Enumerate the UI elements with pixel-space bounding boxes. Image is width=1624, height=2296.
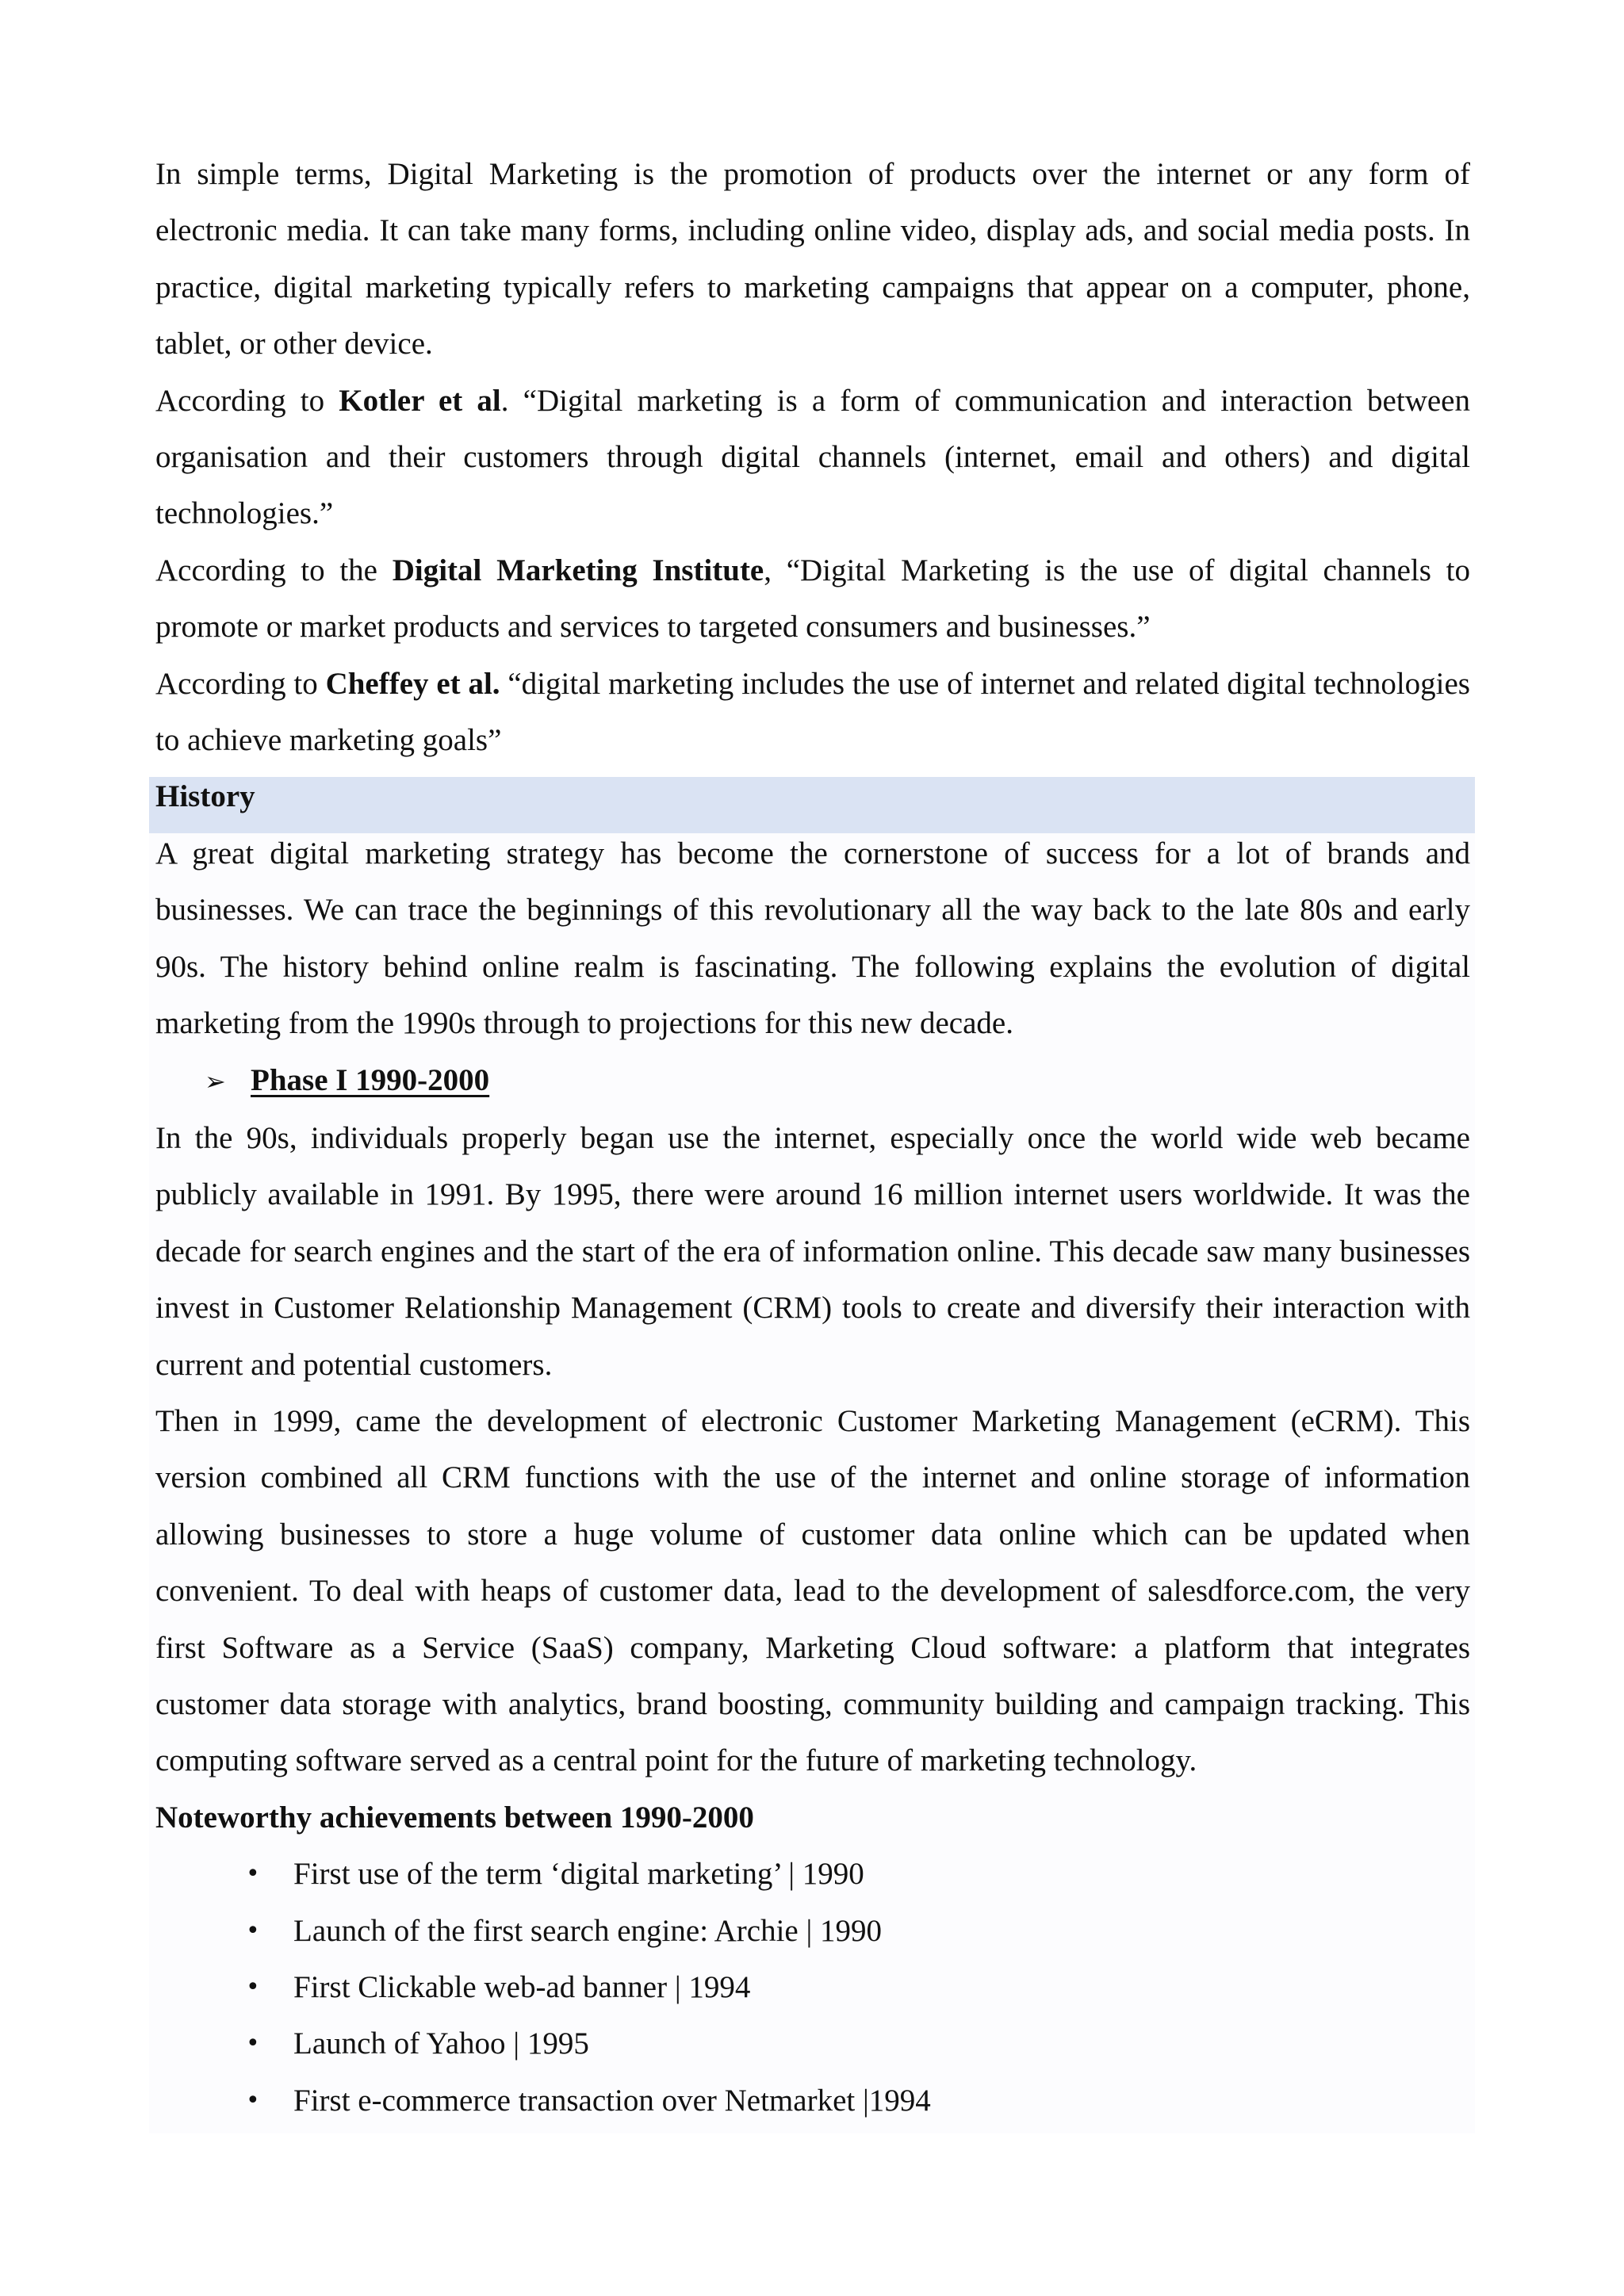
history-heading: History <box>155 779 255 814</box>
dmi-definition <box>155 542 1470 656</box>
phase-1-paragraph-2: Then in 1999, came the development of electronic Customer Marketing Management (eCRM). This version combined all CRM functions with the use of the internet and online storage of information allowing businesses to store a huge volume of customer data online which can be updated when convenient. To deal with heaps of customer data, lead to the development of salesdforce.com, the very first Software as a Service (SaaS) company, Marketing Cloud software: a platform that integrates customer data storage with analytics, brand boosting, community building and campaign tracking. This computing software served as a central point for the future of marketing technology. <box>155 1403 1470 1778</box>
list-item-text: First use of the term ‘digital marketing’ | 1990 <box>293 1857 864 1892</box>
achievements-heading: Noteworthy achievements between 1990-2000 <box>155 1800 754 1835</box>
bullet-icon: • <box>246 2030 260 2058</box>
cheffey-quote: “digital marketing includes the use of internet and related digital technologies to achieve marketing goals” <box>155 666 1470 758</box>
achievements-list <box>155 1846 1470 2129</box>
bullet-icon: • <box>246 2086 260 2114</box>
kotler-author: Kotler et al <box>339 383 501 418</box>
list-item <box>155 2015 1470 2072</box>
bullet-icon: • <box>246 1860 260 1888</box>
kotler-definition <box>155 373 1470 542</box>
list-item-text: Launch of the first search engine: Archie | 1990 <box>293 1913 883 1948</box>
cheffey-author: Cheffey et al. <box>325 666 500 701</box>
list-item <box>155 2072 1470 2129</box>
cheffey-definition <box>155 656 1470 769</box>
dmi-quote: , “Digital Marketing is the use of digital channels to promote or market products and services to targeted consumers and businesses.” <box>155 553 1470 645</box>
bullet-icon: • <box>246 1916 260 1945</box>
cheffey-prefix: According to <box>155 666 326 701</box>
dmi-author: Digital Marketing Institute <box>392 553 764 587</box>
list-item <box>155 1846 1470 1902</box>
kotler-prefix: According to <box>155 383 339 418</box>
bullet-icon: • <box>246 1973 260 2001</box>
arrow-bullet-icon: ➢ <box>205 1066 226 1096</box>
list-item <box>155 1959 1470 2015</box>
list-item <box>155 1903 1470 1959</box>
kotler-quote: . “Digital marketing is a form of communication and interaction between organisation and their customers through digital channels (internet, email and others) and digital technologies.” <box>155 383 1470 531</box>
document-body <box>155 146 1470 2129</box>
list-item-text: First Clickable web-ad banner | 1994 <box>293 1970 751 2004</box>
list-item-text: Launch of Yahoo | 1995 <box>293 2026 589 2061</box>
intro-paragraph: In simple terms, Digital Marketing is the promotion of products over the internet or any form of electronic media. It can take many forms, including online video, display ads, and social media posts. In practice, digital marketing typically refers to marketing campaigns that appear on a computer, phone, tablet, or other device. <box>155 157 1470 362</box>
phase-1-heading <box>155 1052 1470 1110</box>
history-paragraph: A great digital marketing strategy has become the cornerstone of success for a lot of brands and businesses. We can trace the beginnings of this revolutionary all the way back to the late 80s and early 90s. The history behind online realm is fascinating. The following explains the evolution of digital marketing from the 1990s through to projections for this new decade. <box>155 836 1470 1041</box>
phase-1-paragraph-1: In the 90s, individuals properly began use the internet, especially once the world wide web became publicly available in 1991. By 1995, there were around 16 million internet users worldwide. It was the decade for search engines and the start of the era of information online. This decade saw many businesses invest in Customer Relationship Management (CRM) tools to create and diversify their interaction with current and potential customers. <box>155 1120 1470 1382</box>
dmi-prefix: According to the <box>155 553 393 587</box>
list-item-text: First e-commerce transaction over Netmarket |1994 <box>293 2083 931 2118</box>
phase-1-title: Phase I 1990-2000 <box>251 1062 490 1097</box>
